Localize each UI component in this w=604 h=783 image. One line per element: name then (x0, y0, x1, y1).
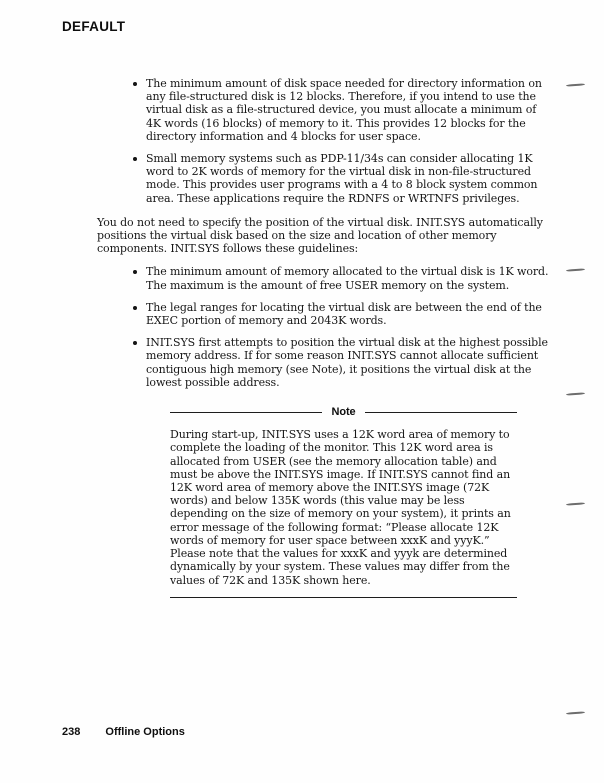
change-mark-icon (566, 83, 585, 86)
note-body-text: During start-up, INIT.SYS uses a 12K word area of memory to complete the loading of the monitor. This 12K word area is allocated from USER (see the memory allocation table) and must be above the INIT.SYS image. If INIT.SYS cannot find an 12K word area of memory above the INIT.SYS image (72K words) and below 135K words (this value may be less depending on the size of memory on your system), it prints an error message of the following format: “Please allocate 12K words of memory for user space between xxxK and yyyK.” Please note that the values for xxxK and yyyk are determined dynamically by your system. These values may differ from the values of 72K and 135K shown here. (170, 428, 511, 587)
list-item (97, 152, 549, 205)
bullet-icon (133, 82, 137, 86)
list-item-text: The minimum amount of disk space needed for directory information on any file-structured disk is 12 blocks. Therefore, if you intend to use the virtual disk as a file-structured device, you must allocate a minimum of 4K words (16 blocks) of memory to it. This provides 12 blocks for the directory information and 4 blocks for user space. (146, 77, 542, 143)
bullet-icon (133, 270, 137, 274)
note-rule-left (170, 412, 322, 413)
top-bullet-list (97, 77, 549, 205)
page-body (97, 77, 549, 598)
note-title: Note (331, 406, 356, 419)
change-mark-icon (566, 502, 585, 505)
note-rule-right (365, 412, 517, 413)
list-item (97, 265, 549, 291)
change-mark-icon (566, 268, 585, 271)
change-mark-icon (566, 711, 585, 714)
body-paragraph: You do not need to specify the position of the virtual disk. INIT.SYS automatically positions the virtual disk based on the size and location of other memory components. INIT.SYS follows these guidelines: (97, 215, 543, 256)
list-item-text: The legal ranges for locating the virtual disk are between the end of the EXEC portion of memory and 2043K words. (146, 300, 542, 328)
list-item-text: INIT.SYS first attempts to position the virtual disk at the highest possible memory address. If for some reason INIT.SYS cannot allocate sufficient contiguous high memory (see Note), it positions the virtual disk at the lowest possible address. (146, 336, 548, 389)
footer-section-title: Offline Options (105, 726, 185, 738)
list-item (97, 336, 549, 389)
list-item (97, 301, 549, 327)
note-header (170, 406, 517, 419)
bullet-icon (133, 306, 137, 310)
change-mark-icon (566, 392, 585, 395)
list-item-text: Small memory systems such as PDP-11/34s can consider allocating 1K word to 2K words of memory for the virtual disk in non-file-structured mode. This provides user programs with a 4 to 8 block system common area. These applications require the RDNFS or WRTNFS privileges. (146, 152, 538, 205)
note-callout (170, 406, 517, 598)
note-rule-bottom (170, 597, 517, 598)
list-item (97, 77, 549, 143)
running-header: DEFAULT (62, 19, 126, 34)
bullet-icon (133, 157, 137, 161)
list-item-text: The minimum amount of memory allocated to the virtual disk is 1K word. The maximum is the amount of free USER memory on the system. (146, 265, 549, 292)
page-number: 238 (62, 726, 81, 738)
guidelines-bullet-list (97, 265, 549, 389)
bullet-icon (133, 341, 137, 345)
page-footer (62, 726, 185, 738)
